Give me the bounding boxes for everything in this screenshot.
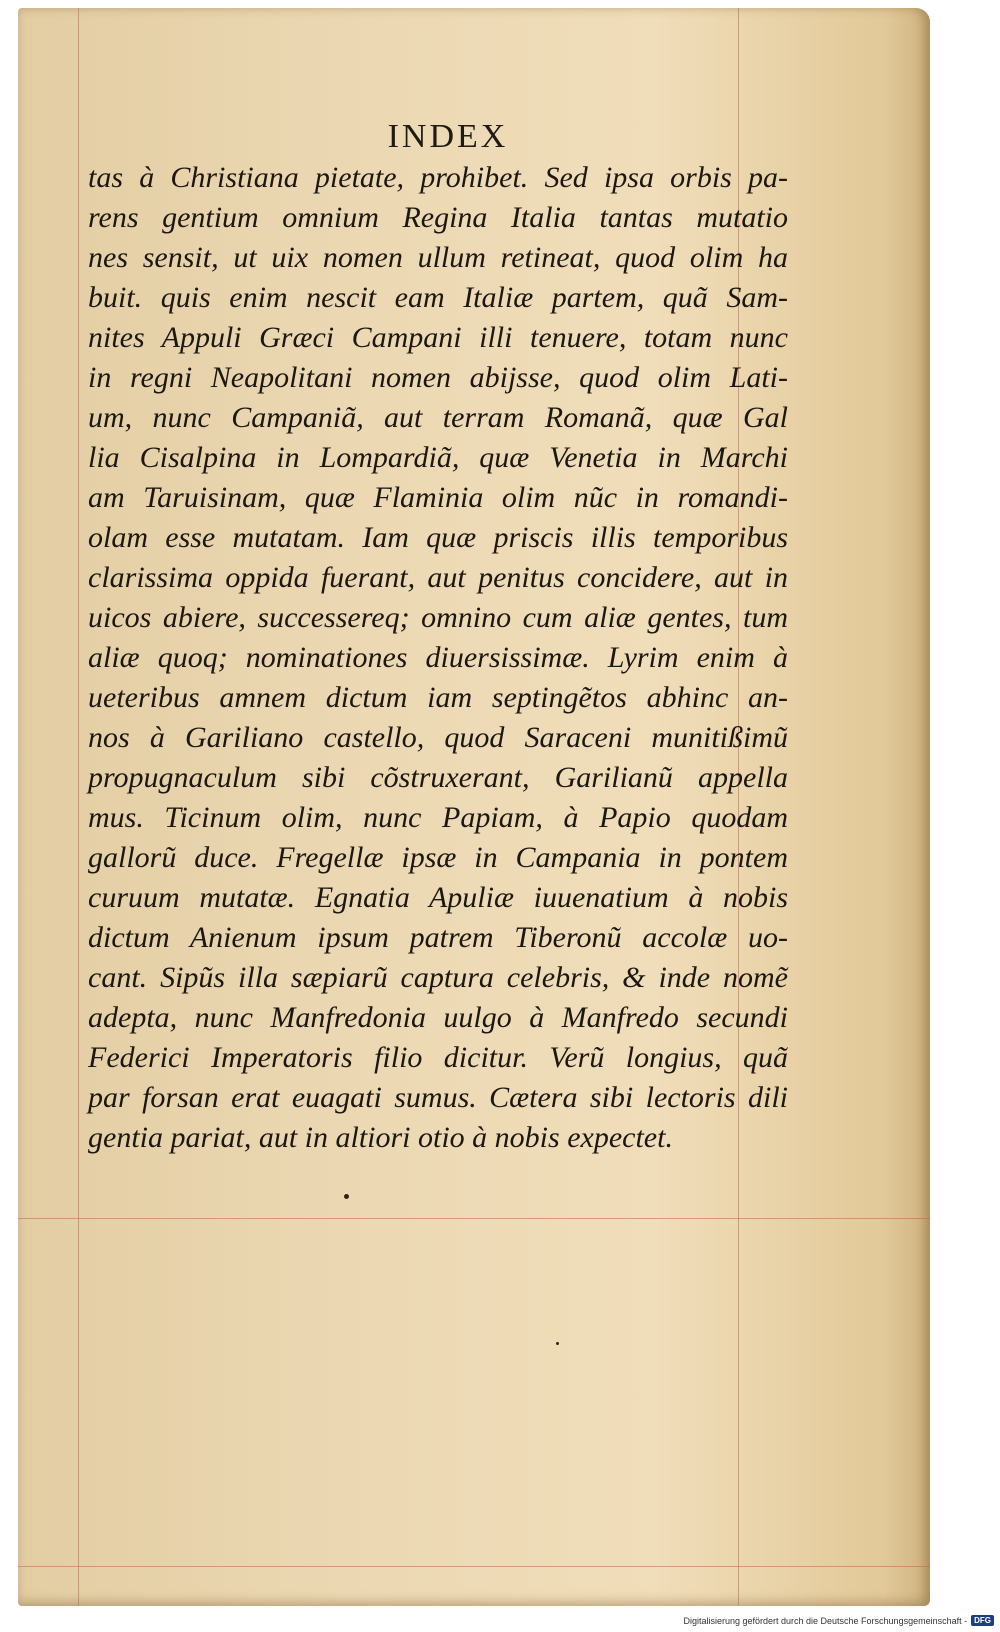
- dfg-logo-icon: DFG: [971, 1615, 994, 1626]
- text-line: in regni Neapolitani nomen abijsse, quod olim Lati-: [88, 361, 788, 394]
- body-text: [88, 158, 788, 1158]
- text-line: adepta, nunc Manfredonia uulgo à Manfredo secundi: [88, 1001, 788, 1034]
- margin-rule-left: [78, 8, 79, 1606]
- text-line: am Taruisinam, quæ Flaminia olim nũc in romandi-: [88, 481, 788, 514]
- text-line: cant. Sipũs illa sæpiarũ captura celebris, & inde nomẽ: [88, 961, 788, 994]
- text-line: uicos abiere, successereq; omnino cum aliæ gentes, tum: [88, 601, 788, 634]
- credit-text: Digitalisierung gefördert durch die Deutsche Forschungsgemeinschaft -: [683, 1615, 968, 1626]
- text-line: rens gentium omnium Regina Italia tantas mutatio: [88, 201, 788, 234]
- digitization-credit: [683, 1615, 994, 1626]
- margin-rule-bottom: [18, 1218, 930, 1219]
- text-line: tas à Christiana pietate, prohibet. Sed ipsa orbis pa-: [88, 161, 788, 194]
- text-line: nes sensit, ut uix nomen ullum retineat, quod olim ha: [88, 241, 788, 274]
- text-line: propugnaculum sibi cõstruxerant, Garilianũ appella: [88, 761, 788, 794]
- text-line: um, nunc Campaniã, aut terram Romanã, quæ Gal: [88, 401, 788, 434]
- text-line: curuum mutatæ. Egnatia Apuliæ iuuenatium à nobis: [88, 881, 788, 914]
- ink-spot: [344, 1194, 349, 1199]
- book-page: [18, 8, 930, 1606]
- text-line: aliæ quoq; nominationes diuersissimæ. Lyrim enim à: [88, 641, 788, 674]
- ink-spot: [556, 1342, 559, 1345]
- text-line: dictum Anienum ipsum patrem Tiberonũ accolæ uo-: [88, 921, 788, 954]
- text-line: gallorũ duce. Fregellæ ipsæ in Campania in pontem: [88, 841, 788, 874]
- text-line: nos à Gariliano castello, quod Saraceni munitißimũ: [88, 721, 788, 754]
- text-line: ueteribus amnem dictum iam septingẽtos abhinc an-: [88, 681, 788, 714]
- text-line: nites Appuli Græci Campani illi tenuere, totam nunc: [88, 321, 788, 354]
- text-line: Federici Imperatoris filio dicitur. Verũ longius, quã: [88, 1041, 788, 1074]
- page-heading: INDEX: [387, 118, 509, 155]
- text-line: lia Cisalpina in Lompardiã, quæ Venetia in Marchi: [88, 441, 788, 474]
- margin-rule-foot: [18, 1566, 930, 1567]
- text-line: mus. Ticinum olim, nunc Papiam, à Papio quodam: [88, 801, 788, 834]
- text-line: par forsan erat euagati sumus. Cætera sibi lectoris dili: [88, 1081, 788, 1114]
- text-line: clarissima oppida fuerant, aut penitus concidere, aut in: [88, 561, 788, 594]
- text-line: olam esse mutatam. Iam quæ priscis illis temporibus: [88, 521, 788, 554]
- text-line: gentia pariat, aut in altiori otio à nobis expectet.: [88, 1121, 673, 1154]
- text-line: buit. quis enim nescit eam Italiæ partem, quã Sam-: [88, 281, 788, 314]
